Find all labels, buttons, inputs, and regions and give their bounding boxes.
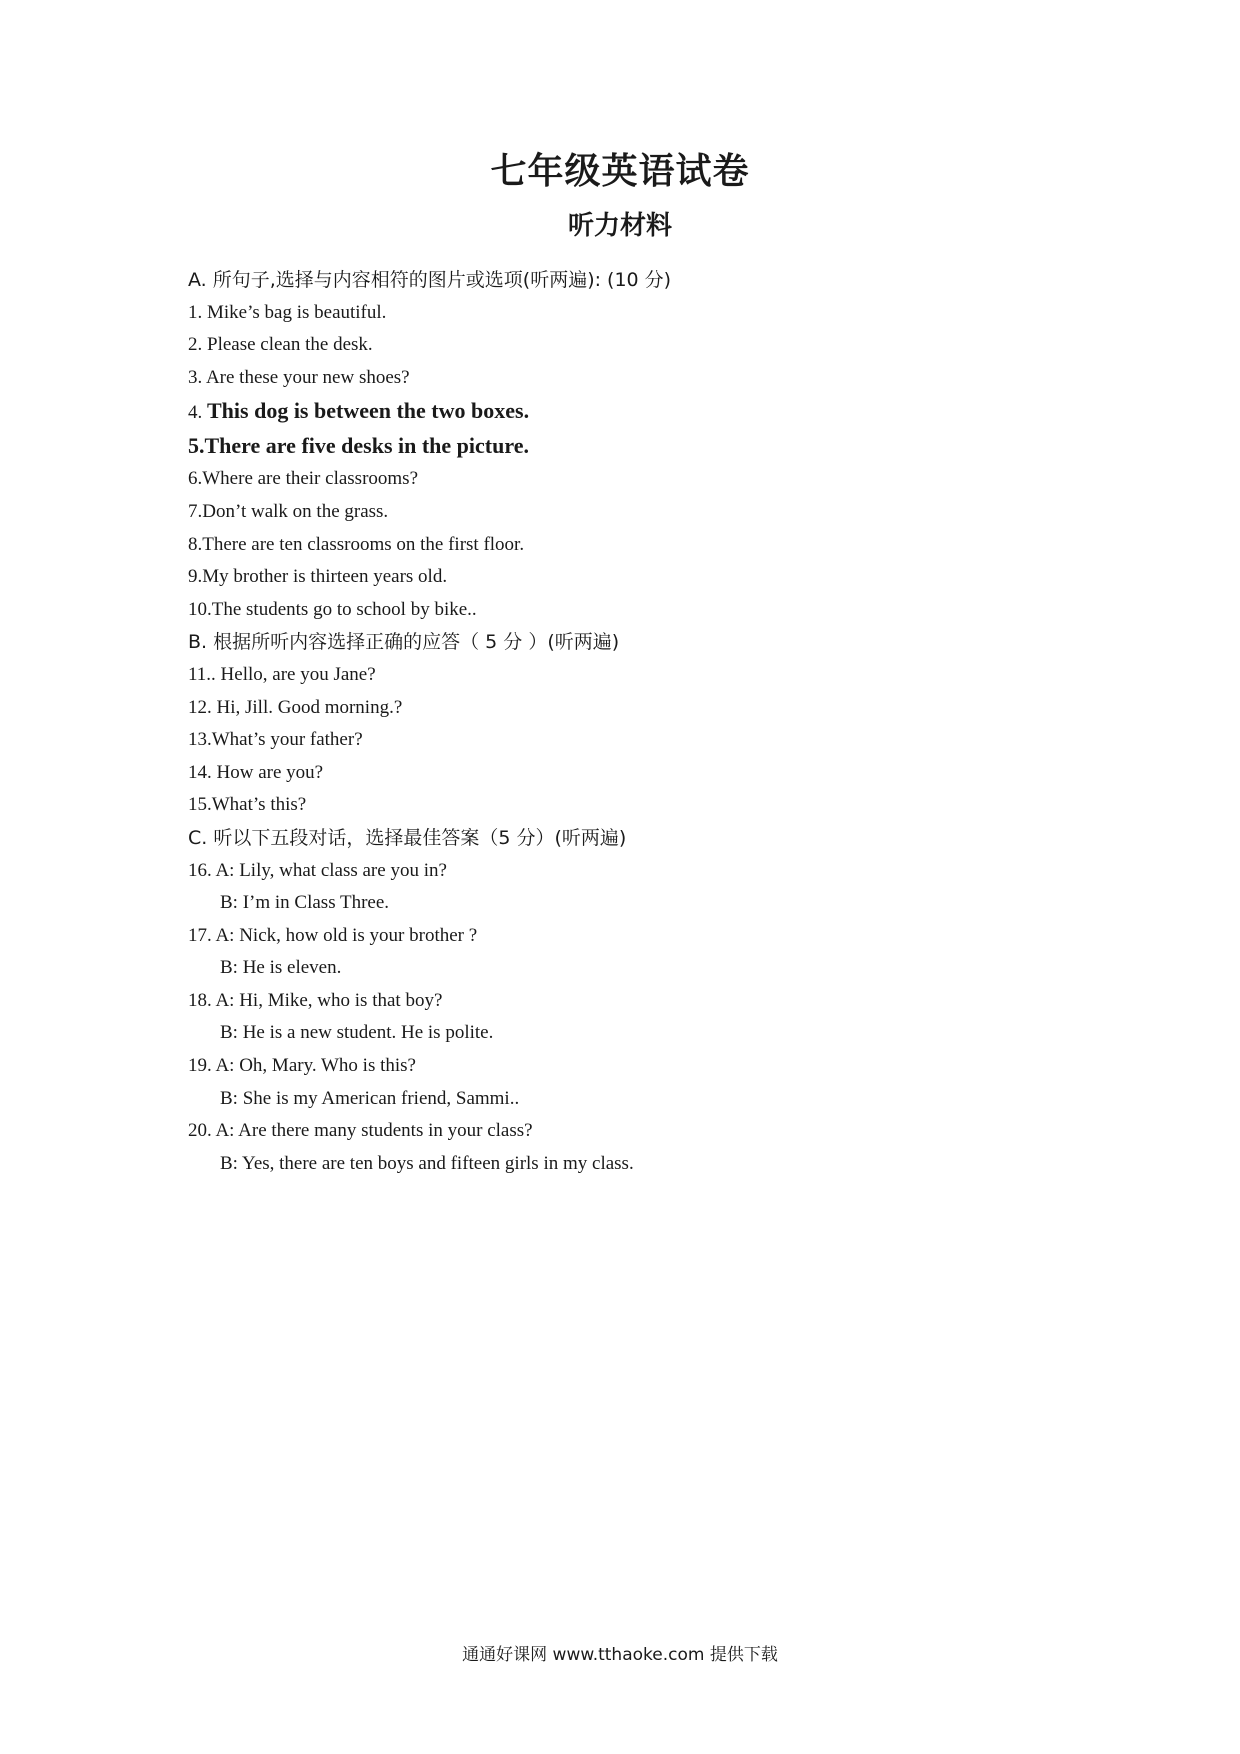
item-6: 6.Where are their classrooms? xyxy=(188,468,419,490)
item-3: 3. Are these your new shoes? xyxy=(188,366,410,388)
item-20-b: B: Yes, there are ten boys and fifteen girls in my class. xyxy=(220,1152,634,1174)
item-1: 1. Mike’s bag is beautiful. xyxy=(188,301,387,323)
section-b-heading: B. 根据所听内容选择正确的应答（ 5 分 ）(听两遍) xyxy=(188,631,620,654)
item-4-text: This dog is between the two boxes. xyxy=(207,398,530,424)
section-c-heading: C. 听以下五段对话，选择最佳答案（5 分）(听两遍) xyxy=(188,826,627,849)
item-11: 11.. Hello, are you Jane? xyxy=(188,663,376,685)
document-title: 七年级英语试卷 xyxy=(490,151,750,192)
footer-source: 通通好课网 www.tthaoke.com 提供下载 xyxy=(462,1645,778,1665)
item-9: 9.My brother is thirteen years old. xyxy=(188,566,448,588)
item-15: 15.What’s this? xyxy=(188,794,307,816)
item-17-a: 17. A: Nick, how old is your brother ? xyxy=(188,924,478,946)
section-a-heading: A. 所句子,选择与内容相符的图片或选项(听两遍): (10 分) xyxy=(188,269,672,291)
item-7: 7.Don’t walk on the grass. xyxy=(188,500,389,522)
item-2: 2. Please clean the desk. xyxy=(188,334,373,356)
item-19-b: B: She is my American friend, Sammi.. xyxy=(220,1087,520,1109)
item-10: 10.The students go to school by bike.. xyxy=(188,598,477,620)
item-19-a: 19. A: Oh, Mary. Who is this? xyxy=(188,1055,416,1077)
item-12: 12. Hi, Jill. Good morning.? xyxy=(188,696,403,718)
item-16-a: 16. A: Lily, what class are you in? xyxy=(188,859,447,881)
item-4-number: 4. xyxy=(188,402,207,424)
item-17-b: B: He is eleven. xyxy=(220,957,342,979)
item-4 xyxy=(188,394,1088,429)
document-subtitle: 听力材料 xyxy=(567,211,672,241)
item-8: 8.There are ten classrooms on the first floor. xyxy=(188,533,525,555)
listening-material xyxy=(188,264,1088,1180)
item-20-a: 20. A: Are there many students in your class? xyxy=(188,1120,533,1142)
item-16-b: B: I’m in Class Three. xyxy=(220,892,390,914)
item-13: 13.What’s your father? xyxy=(188,729,363,751)
item-14: 14. How are you? xyxy=(188,761,324,783)
item-18-b: B: He is a new student. He is polite. xyxy=(220,1022,494,1044)
item-5: 5.There are five desks in the picture. xyxy=(188,432,529,458)
item-18-a: 18. A: Hi, Mike, who is that boy? xyxy=(188,989,443,1011)
